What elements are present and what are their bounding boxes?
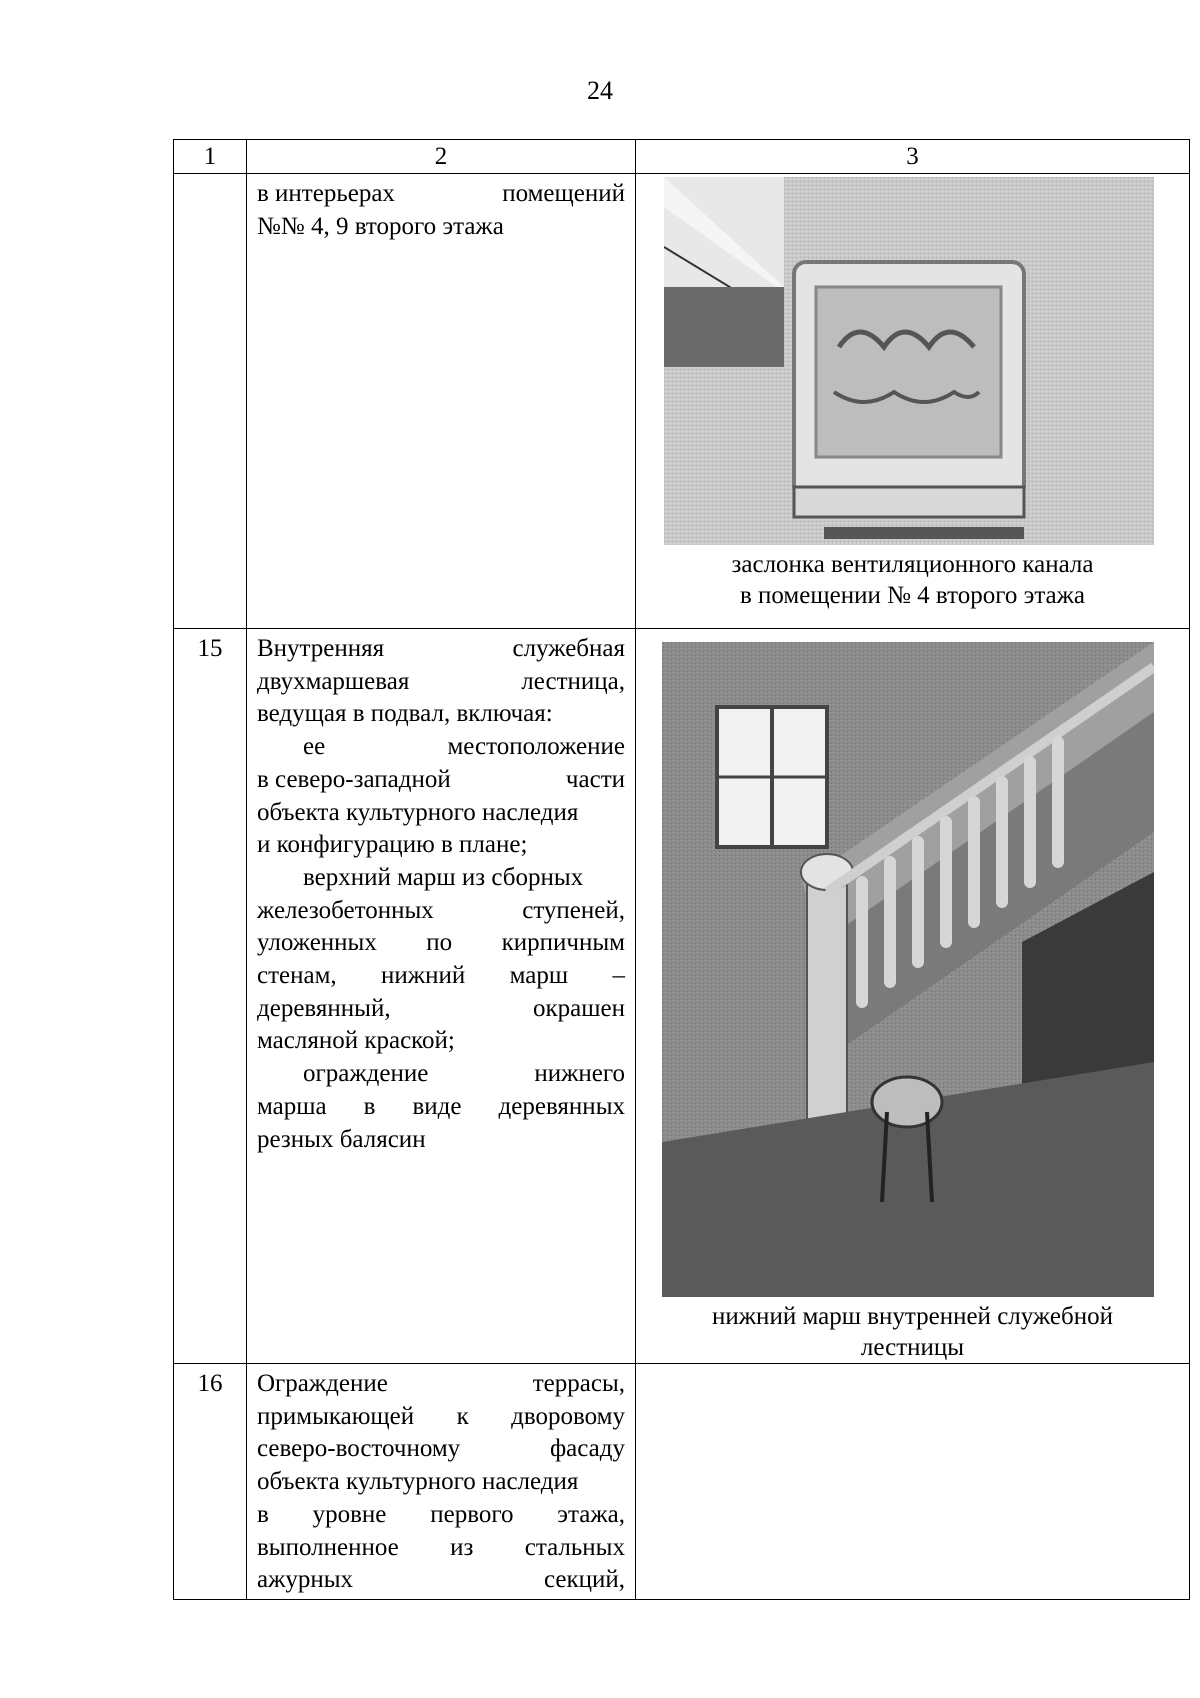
header-col-1: 1	[174, 140, 247, 174]
photo-cell	[636, 629, 1190, 1364]
photo-caption: заслонка вентиляционного канала в помещении № 4 второго этажа	[731, 551, 1094, 609]
desc-line: №№ 4, 9 второго этажа	[257, 212, 504, 240]
word: в интерьерах	[257, 180, 395, 207]
header-col-3: 3	[636, 140, 1190, 174]
table-row	[174, 1364, 1190, 1600]
table-row	[174, 174, 1190, 629]
photo-cell	[636, 174, 1190, 629]
row-description: Ограждение террасы, примыкающей к дворовому северо-восточному фасаду объекта культурного наследия в уровне первого этажа, выполненное из стальных ажурных секций,	[247, 1364, 636, 1600]
desc-line	[257, 178, 625, 211]
header-col-2: 2	[247, 140, 636, 174]
row-number: 16	[174, 1364, 247, 1600]
photo-cell-empty	[636, 1364, 1190, 1600]
page-number: 24	[587, 76, 613, 105]
table-row	[174, 629, 1190, 1364]
row-number: 15	[174, 629, 247, 1364]
word: помещений	[502, 180, 625, 207]
row-description: Внутренняя служебная двухмаршевая лестница, ведущая в подвал, включая: ее местоположение в северо-западной части объекта культурного наследия и конфигурацию в плане; верхний марш из сборных железобетонных ступеней, уложенных по кирпичным стенам, нижний марш – деревянный, окрашен масляной краской; ограждение нижнего марша в виде деревянных резных балясин	[247, 629, 636, 1364]
row-number	[174, 174, 247, 629]
photo-caption: нижний марш внутренней служебной лестницы	[712, 1303, 1113, 1361]
table-header-row	[174, 140, 1190, 174]
heritage-table	[173, 139, 1190, 1600]
staircase-photo	[662, 642, 1154, 1297]
vent-damper-photo	[664, 177, 1154, 545]
row-description	[247, 174, 636, 629]
